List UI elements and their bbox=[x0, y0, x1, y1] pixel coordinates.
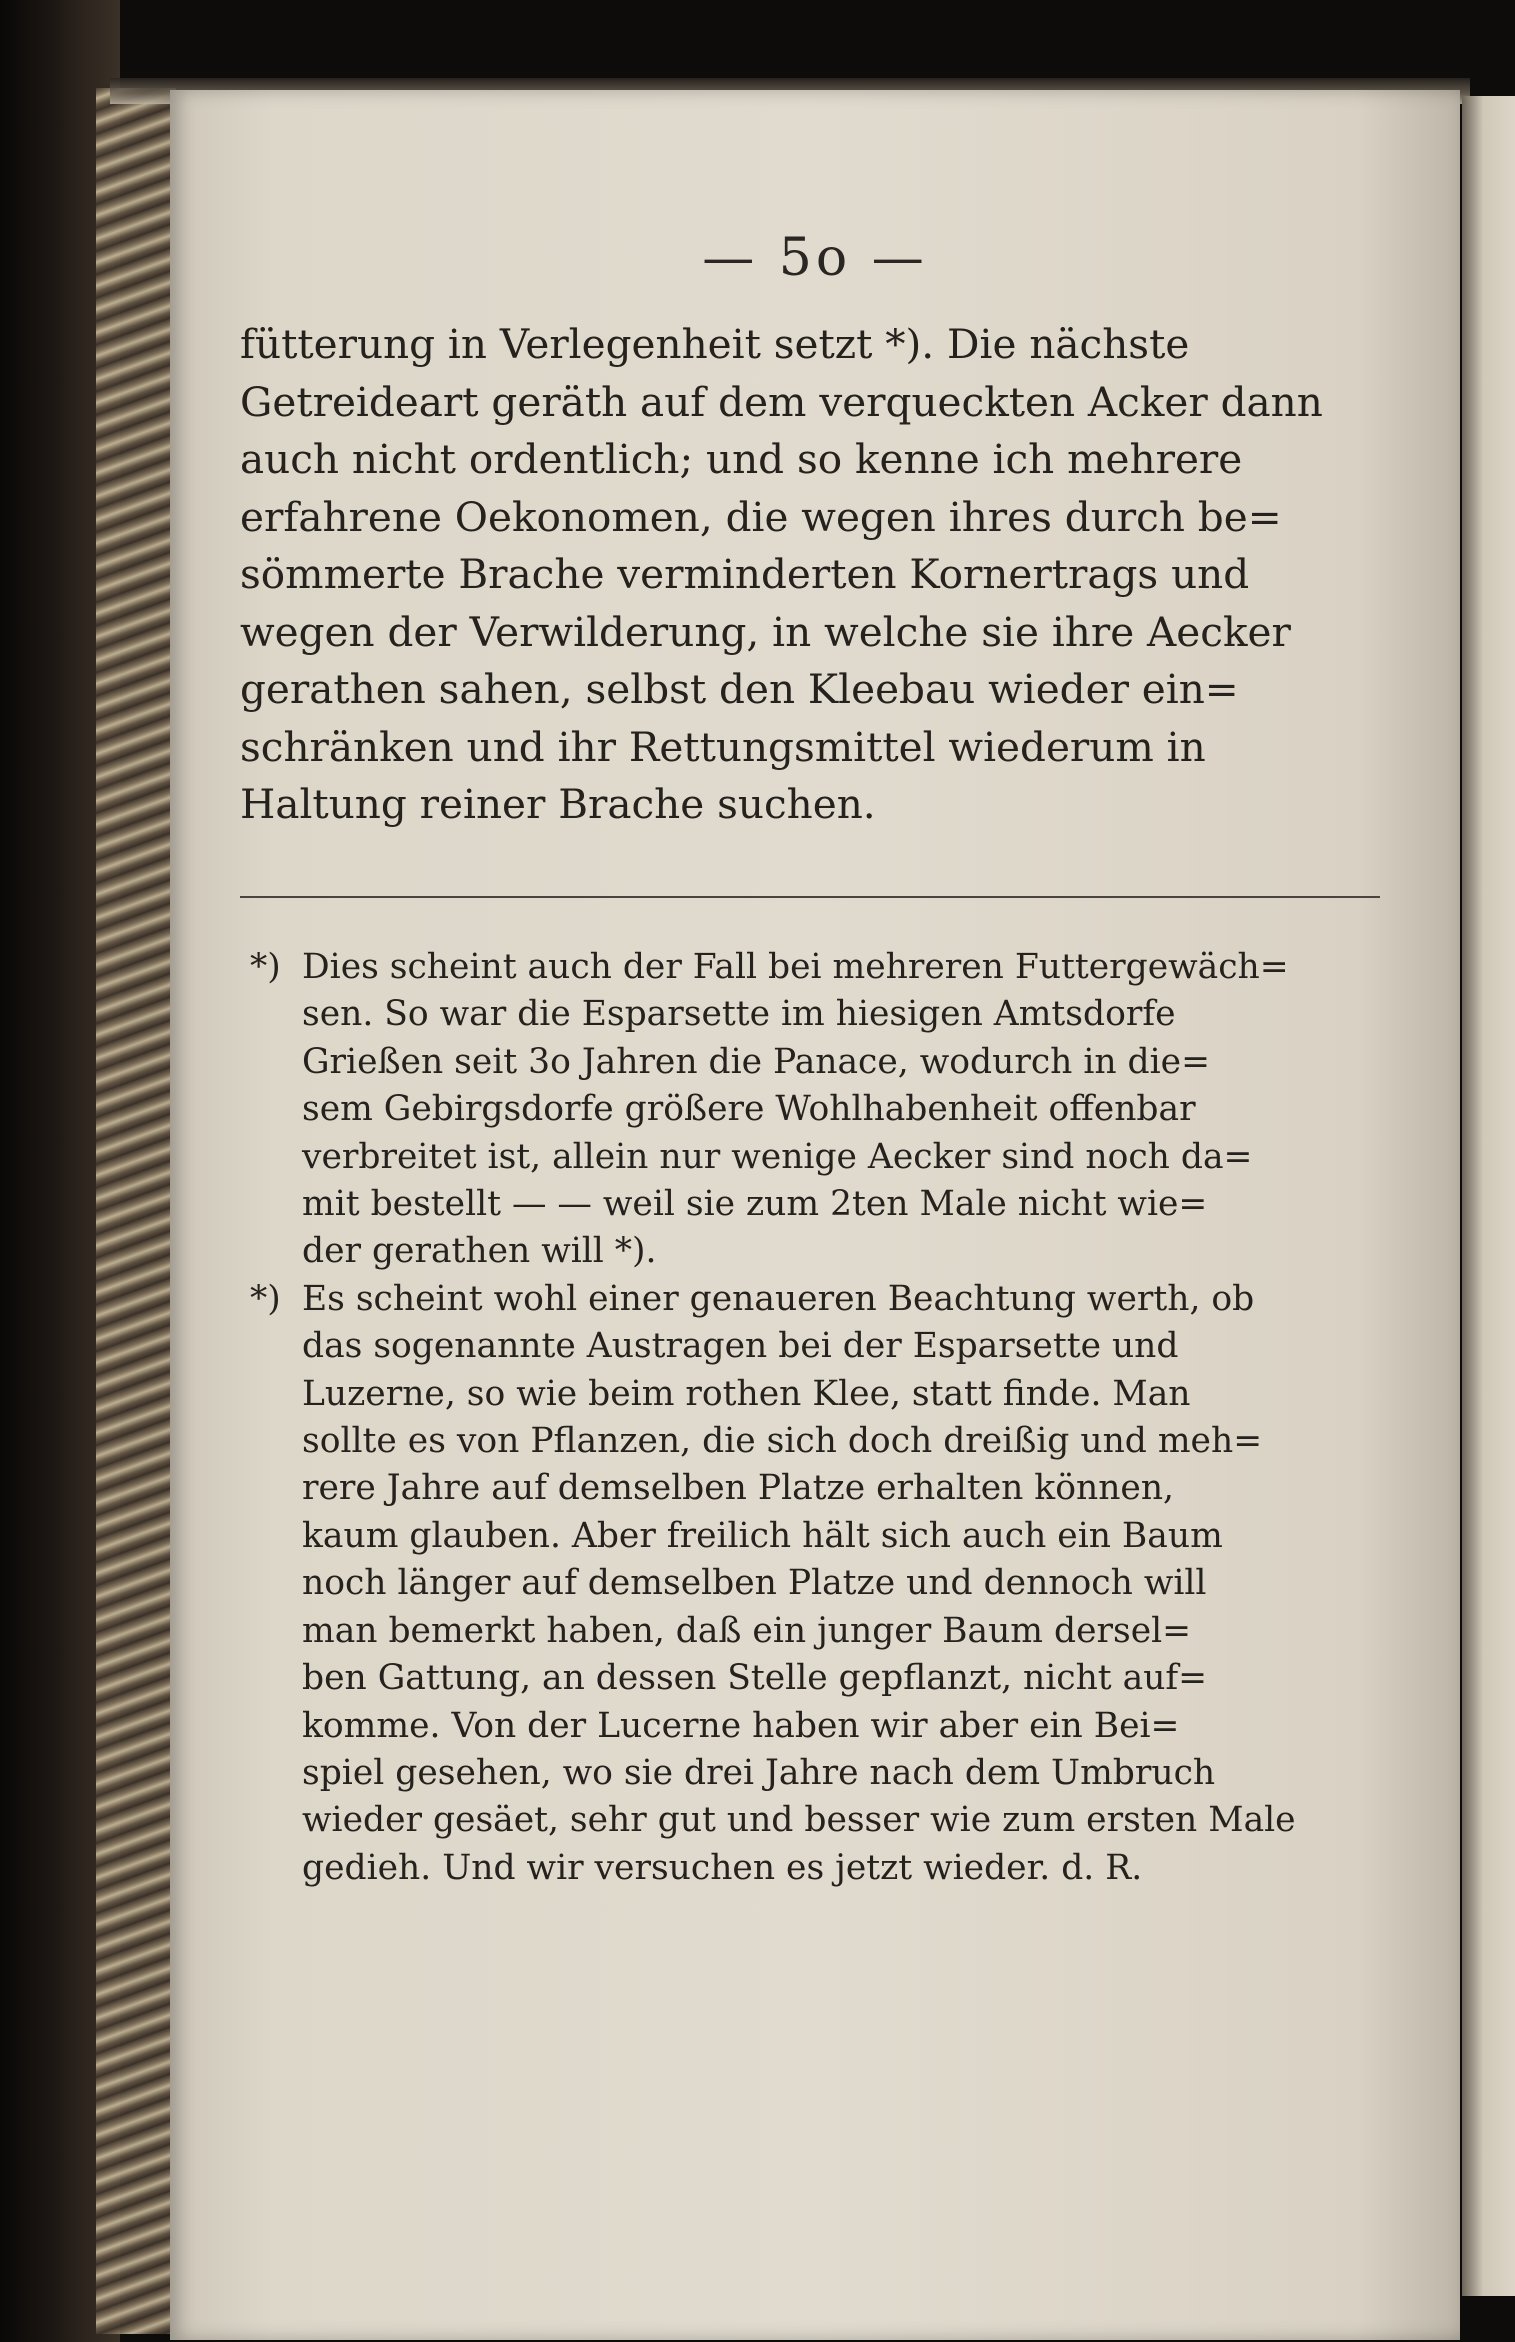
page-number: — 5o — bbox=[702, 228, 928, 288]
footnote-first-line bbox=[250, 944, 1380, 991]
text-line: auch nicht ordentlich; und so kenne ich mehrere bbox=[240, 435, 1243, 483]
footnote-line: mit bestellt — — weil sie zum 2ten Male nicht wie= bbox=[302, 1184, 1208, 1225]
footnote-line: sen. So war die Esparsette im hiesigen Amtsdorfe bbox=[302, 994, 1176, 1035]
footnote-line: rere Jahre auf demselben Platze erhalten können, bbox=[302, 1468, 1175, 1509]
text-line: fütterung in Verlegenheit setzt *). Die nächste bbox=[240, 320, 1190, 368]
footnote-separator bbox=[240, 896, 1380, 898]
footnote-line: man bemerkt haben, daß ein junger Baum dersel= bbox=[302, 1610, 1192, 1651]
footnote-text: Es scheint wohl einer genaueren Beachtung werth, ob bbox=[302, 1278, 1255, 1319]
footnote-line: verbreitet ist, allein nur wenige Aecker sind noch da= bbox=[302, 1136, 1253, 1177]
body-paragraph bbox=[240, 316, 1380, 834]
marbled-cover-edge bbox=[96, 88, 176, 2334]
footnote-line: sem Gebirgsdorfe größere Wohlhabenheit offenbar bbox=[302, 1089, 1196, 1130]
text-line: Haltung reiner Brache suchen. bbox=[240, 780, 876, 828]
footnote-line: gedieh. Und wir versuchen es jetzt wieder. d. R. bbox=[302, 1847, 1143, 1888]
footnote-line: wieder gesäet, sehr gut und besser wie zum ersten Male bbox=[302, 1800, 1296, 1841]
footnote-line: spiel gesehen, wo sie drei Jahre nach dem Umbruch bbox=[302, 1752, 1216, 1793]
footnotes bbox=[250, 944, 1380, 1892]
footnote-line: noch länger auf demselben Platze und dennoch will bbox=[302, 1563, 1207, 1604]
text-line: erfahrene Oekonomen, die wegen ihres durch be= bbox=[240, 492, 1282, 541]
footnote-2 bbox=[250, 1276, 1380, 1892]
footnote-1 bbox=[250, 944, 1380, 1276]
facing-page-edge bbox=[1462, 96, 1515, 2296]
footnote-line: sollte es von Pflanzen, die sich doch dreißig und meh= bbox=[302, 1421, 1263, 1462]
footnote-marker: *) bbox=[250, 947, 281, 987]
footnote-line: Grießen seit 3o Jahren die Panace, wodurch in die= bbox=[302, 1041, 1211, 1082]
text-line: gerathen sahen, selbst den Kleebau wieder ein= bbox=[240, 665, 1239, 713]
footnote-line: Luzerne, so wie beim rothen Klee, statt finde. Man bbox=[302, 1373, 1191, 1414]
footnote-line: kaum glauben. Aber freilich hält sich auch ein Baum bbox=[302, 1515, 1223, 1556]
footnote-first-line bbox=[250, 1276, 1380, 1323]
footnote-line: ben Gattung, an dessen Stelle gepflanzt, nicht auf= bbox=[302, 1658, 1208, 1699]
footnote-marker: *) bbox=[250, 1278, 281, 1319]
text-line: sömmerte Brache verminderten Kornertrags und bbox=[240, 550, 1250, 598]
footnote-text: Dies scheint auch der Fall bei mehreren Futtergewäch= bbox=[302, 947, 1289, 987]
footnote-line: komme. Von der Lucerne haben wir aber ein Bei= bbox=[302, 1705, 1180, 1746]
text-line: schränken und ihr Rettungsmittel wiederum in bbox=[240, 722, 1206, 771]
footnote-line: das sogenannte Austragen bei der Esparsette und bbox=[302, 1326, 1179, 1367]
text-line: Getreideart geräth auf dem verqueckten Acker dann bbox=[240, 377, 1323, 426]
text-line: wegen der Verwilderung, in welche sie ihre Aecker bbox=[240, 607, 1291, 656]
footnote-line: der gerathen will *). bbox=[302, 1231, 657, 1272]
